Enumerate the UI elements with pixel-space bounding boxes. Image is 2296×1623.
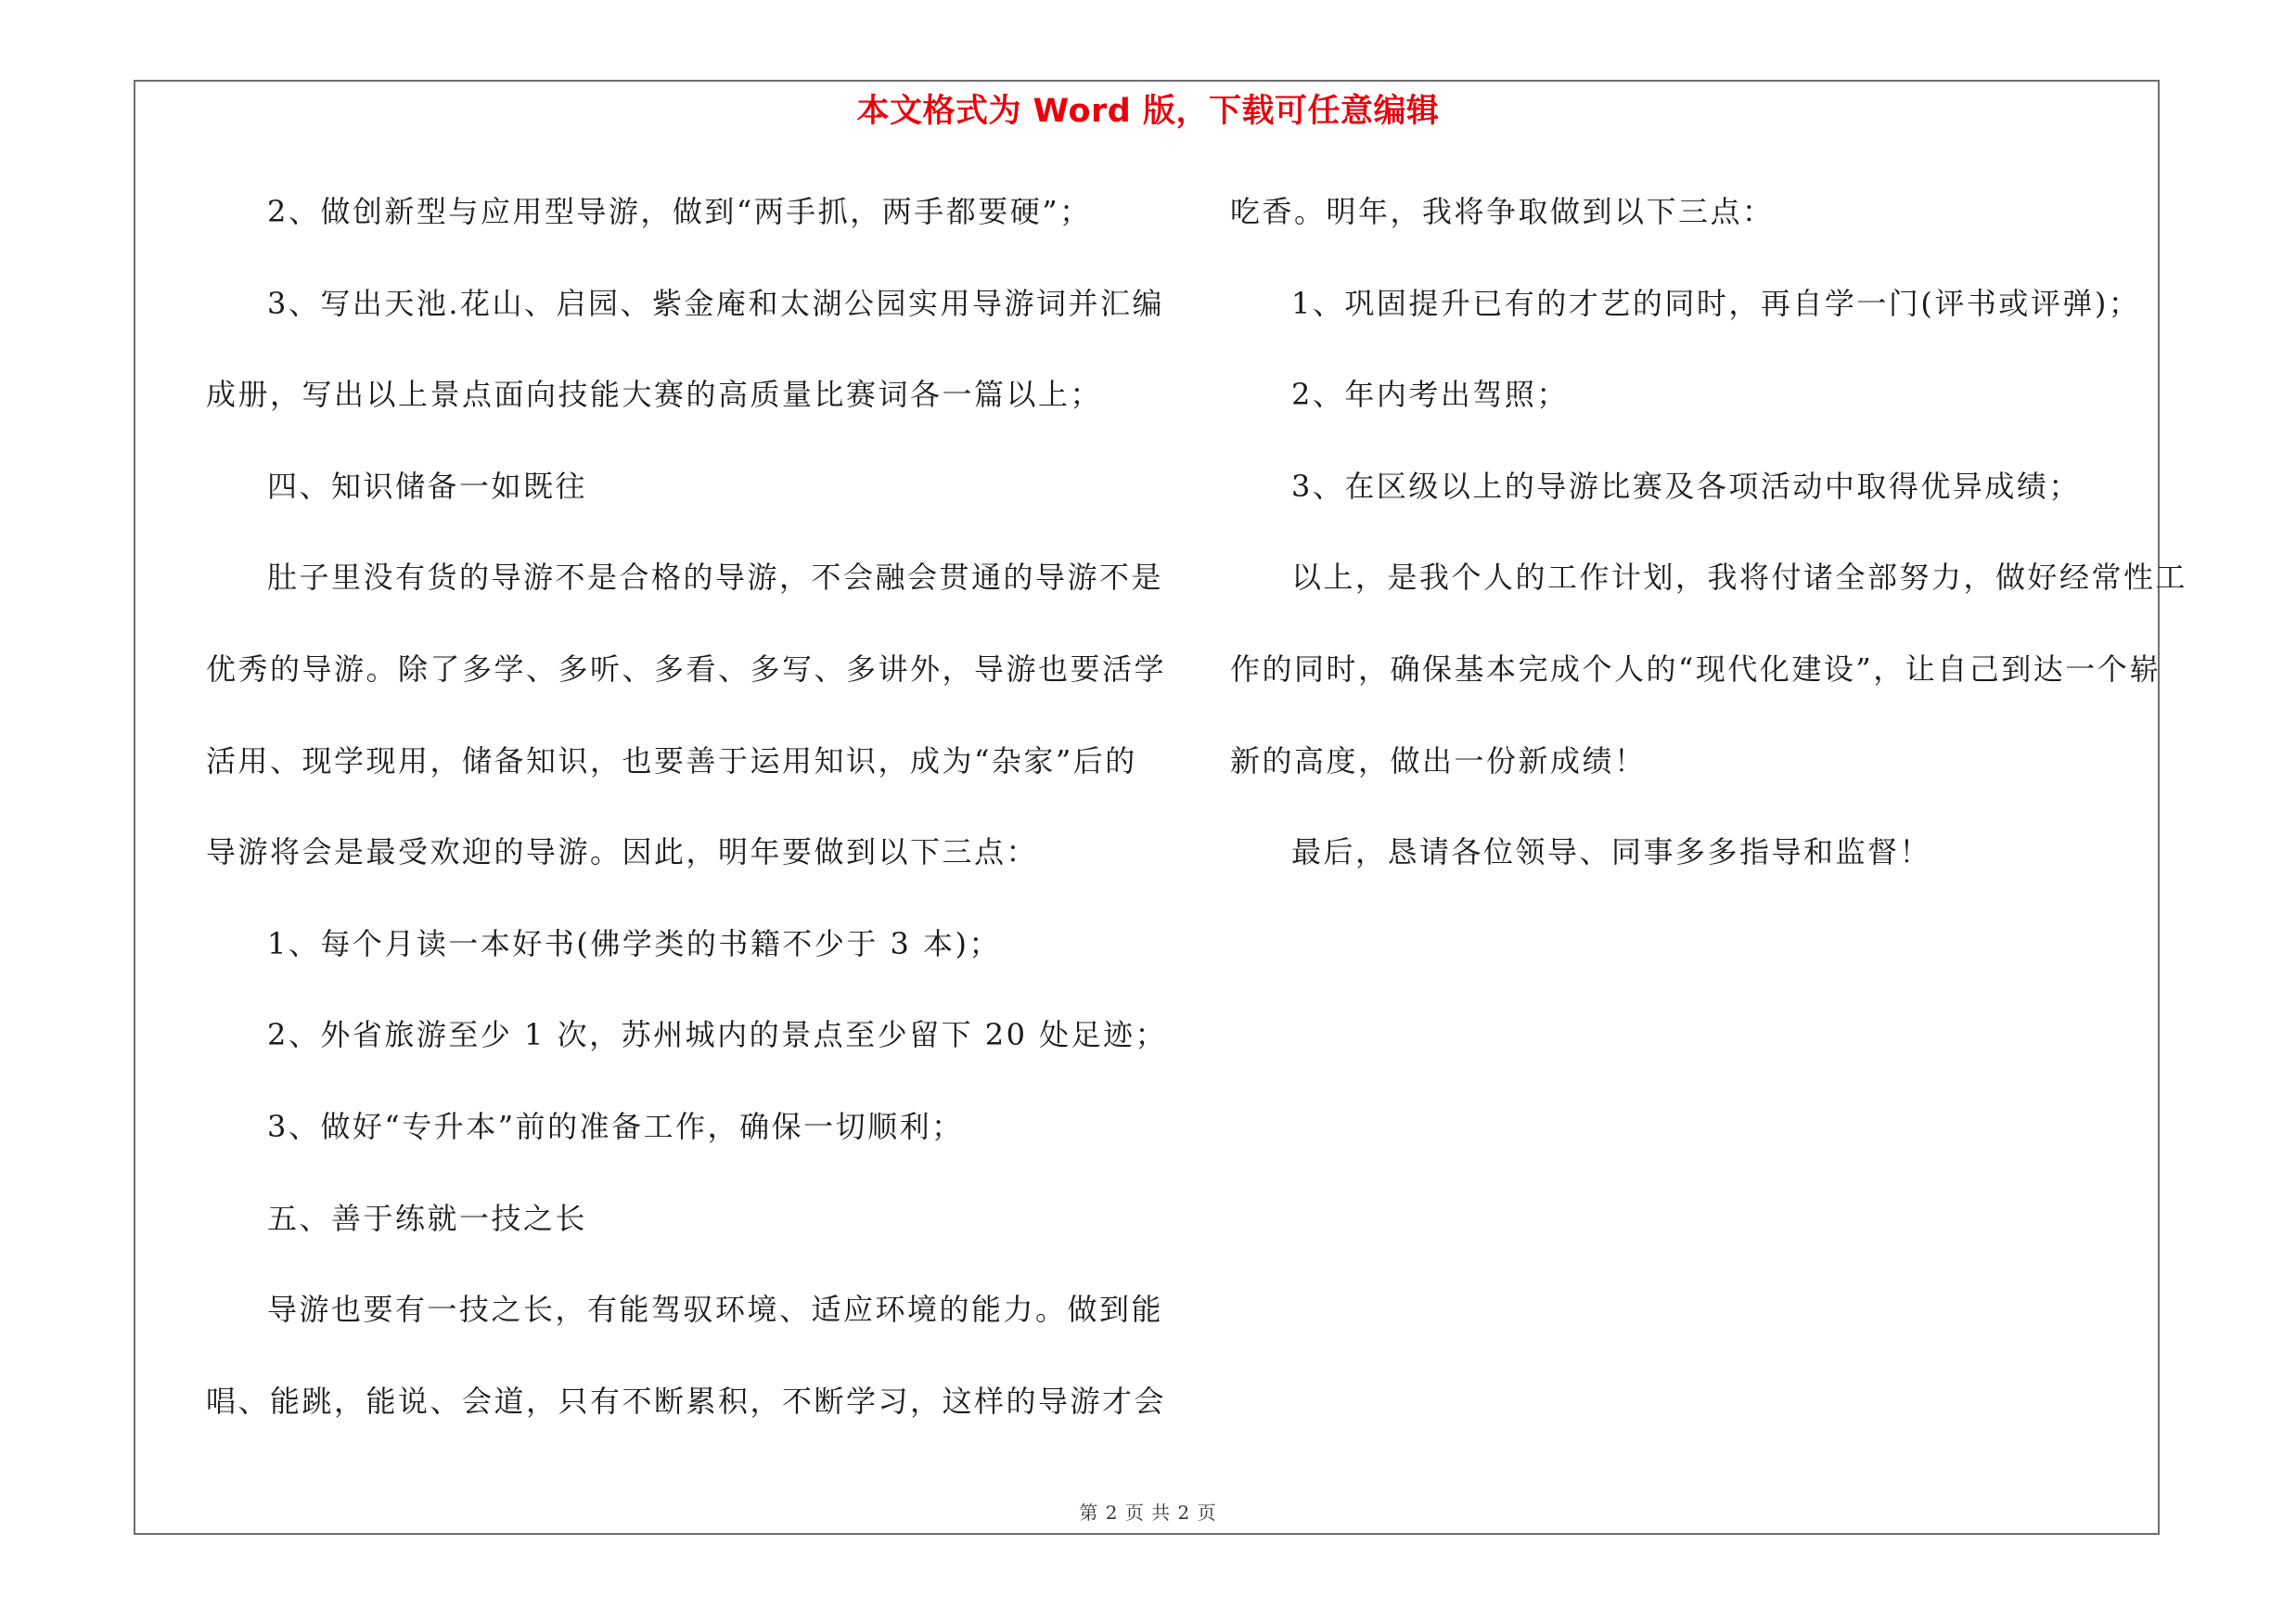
text-line: 导游将会是最受欢迎的导游。因此，明年要做到以下三点：	[206, 834, 1039, 870]
text-line: 作的同时，确保基本完成个人的“现代化建设”，让自己到达一个崭	[1230, 650, 2161, 687]
text-line: 1、巩固提升已有的才艺的同时，再自学一门(评书或评弹)；	[1291, 285, 2141, 321]
text-line: 新的高度，做出一份新成绩！	[1230, 742, 1647, 779]
text-line: 导游也要有一技之长，有能驾驭环境、适应环境的能力。做到能	[267, 1292, 1164, 1328]
text-line: 优秀的导游。除了多学、多听、多看、多写、多讲外，导游也要活学	[206, 650, 1167, 687]
text-line: 2、年内考出驾照；	[1291, 377, 1569, 413]
word-format-banner: 本文格式为 Word 版，下载可任意编辑	[856, 93, 1440, 130]
text-line: 四、知识储备一如既往	[267, 468, 588, 504]
text-line: 3、做好“专升本”前的准备工作，确保一切顺利；	[267, 1108, 964, 1144]
text-line: 2、外省旅游至少 1 次，苏州城内的景点至少留下 20 处足迹；	[267, 1017, 1168, 1053]
text-line: 最后，恳请各位领导、同事多多指导和监督！	[1291, 834, 1932, 870]
text-line: 吃香。明年，我将争取做到以下三点：	[1230, 194, 1775, 229]
text-line: 唱、能跳，能说、会道，只有不断累积，不断学习，这样的导游才会	[206, 1383, 1167, 1419]
text-line: 3、写出天池.花山、启园、紫金庵和太湖公园实用导游词并汇编	[267, 285, 1165, 321]
text-line: 以上，是我个人的工作计划，我将付诸全部努力，做好经常性工	[1291, 560, 2188, 596]
text-line: 3、在区级以上的导游比赛及各项活动中取得优异成绩；	[1291, 468, 2081, 504]
left-text-column	[206, 182, 1168, 1462]
page-number-footer: 第 2 页 共 2 页	[1079, 1501, 1217, 1524]
text-line: 1、每个月读一本好书(佛学类的书籍不少于 3 本)；	[267, 925, 1002, 961]
text-line: 活用、现学现用，储备知识，也要善于运用知识，成为“杂家”后的	[206, 742, 1137, 779]
text-line: 肚子里没有货的导游不是合格的导游，不会融会贯通的导游不是	[267, 560, 1164, 596]
text-line: 五、善于练就一技之长	[267, 1200, 588, 1236]
text-line: 成册，写出以上景点面向技能大赛的高质量比赛词各一篇以上；	[206, 377, 1103, 413]
text-line: 2、做创新型与应用型导游，做到“两手抓，两手都要硬”；	[267, 194, 1092, 229]
right-text-column	[1230, 182, 2188, 914]
